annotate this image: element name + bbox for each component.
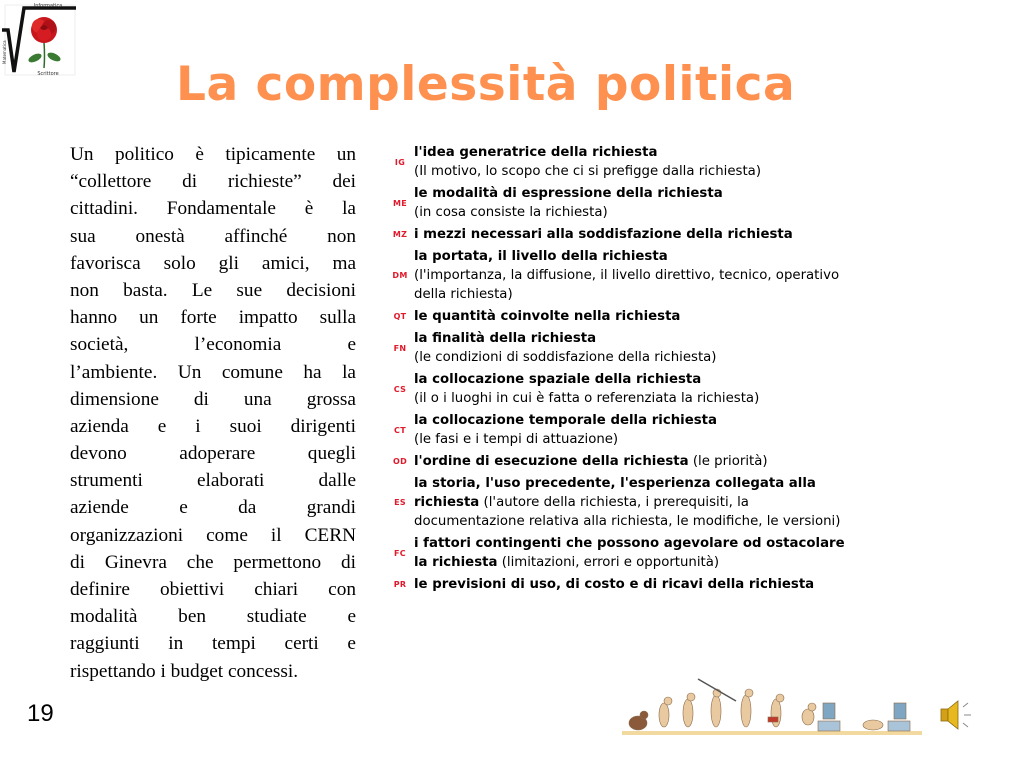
- item-title: la finalità della richiesta: [414, 331, 597, 346]
- list-item: [386, 452, 846, 471]
- item-text: [414, 225, 846, 244]
- list-item: [386, 143, 846, 181]
- item-description: (le condizioni di soddisfazione della richiesta): [414, 350, 717, 365]
- item-title: le previsioni di uso, di costo e di ricavi della richiesta: [414, 577, 815, 592]
- paragraph-line: devono adoperare quegli: [70, 443, 356, 465]
- left-paragraph: [70, 141, 356, 685]
- item-title: le modalità di espressione della richiesta: [414, 186, 723, 201]
- paragraph-line: modalità ben studiate e: [70, 606, 356, 628]
- paragraph-line: “collettore di richieste” dei: [70, 171, 356, 193]
- item-description: (limitazioni, errori e opportunità): [501, 555, 720, 570]
- item-title: la collocazione spaziale della richiesta: [414, 372, 702, 387]
- item-code: ES: [394, 498, 406, 507]
- item-text: [414, 143, 846, 181]
- item-title: i fattori contingenti che possono agevolare od ostacolare la richiesta: [414, 536, 845, 570]
- item-code: DM: [392, 271, 408, 280]
- paragraph-line: favorisca solo gli amici, ma: [70, 252, 356, 274]
- list-item: [386, 534, 846, 572]
- list-item: [386, 307, 846, 326]
- list-item: [386, 225, 846, 244]
- item-title: la portata, il livello della richiesta: [414, 249, 668, 264]
- item-text: [414, 184, 846, 222]
- paragraph-line: cittadini. Fondamentale è la: [70, 198, 356, 220]
- paragraph-line: Un politico è tipicamente un: [70, 144, 356, 165]
- paragraph-line: definire obiettivi chiari con: [70, 579, 356, 600]
- paragraph-line: rispettando i budget concessi.: [70, 660, 299, 682]
- paragraph-line: non basta. Le sue decisioni: [70, 279, 356, 301]
- item-description: (in cosa consiste la richiesta): [414, 205, 608, 220]
- item-description: (Il motivo, lo scopo che ci si prefigge dalla richiesta): [414, 164, 762, 179]
- paragraph-line: dimensione di una grossa: [70, 388, 356, 410]
- paragraph-line: hanno un forte impatto sulla: [70, 307, 356, 329]
- paragraph-line: l’ambiente. Un comune ha la: [70, 361, 356, 383]
- list-item: [386, 329, 846, 367]
- item-text: [414, 307, 846, 326]
- item-description: (le fasi e i tempi di attuazione): [414, 432, 619, 447]
- item-code: MZ: [392, 230, 408, 239]
- item-title: le quantità coinvolte nella richiesta: [414, 309, 681, 324]
- item-text: [414, 452, 846, 471]
- paragraph-line: strumenti elaborati dalle: [70, 470, 356, 492]
- item-code: FC: [394, 548, 406, 558]
- page-number: 19: [27, 700, 54, 727]
- item-text: [414, 329, 846, 367]
- paragraph-line: organizzazioni come il CERN: [70, 524, 356, 546]
- item-text: [414, 534, 846, 572]
- paragraph-line: di Ginevra che permettono di: [70, 551, 356, 573]
- item-code: PR: [393, 580, 407, 589]
- slide-title: La complessità politica: [176, 57, 796, 112]
- item-title: la storia, l'uso precedente, l'esperienza collegata alla richiesta: [414, 476, 816, 510]
- item-title: l'ordine di esecuzione della richiesta: [414, 454, 689, 469]
- list-item: [386, 575, 846, 594]
- item-text: [414, 370, 846, 408]
- paragraph-line: società, l’economia e: [70, 334, 356, 356]
- list-item: [386, 474, 846, 531]
- list-item: [386, 411, 846, 449]
- evolution-illustration: [618, 673, 928, 741]
- item-code: OD: [392, 457, 408, 466]
- item-text: [414, 474, 846, 531]
- item-text: [414, 247, 846, 304]
- logo-rose-image: [0, 2, 78, 78]
- item-code: CS: [393, 384, 407, 394]
- list-item: [386, 247, 846, 304]
- item-text: [414, 575, 846, 594]
- item-title: l'idea generatrice della richiesta: [414, 145, 658, 160]
- item-code: IG: [394, 157, 406, 167]
- list-item: [386, 370, 846, 408]
- item-description: (le priorità): [692, 454, 768, 469]
- item-title: i mezzi necessari alla soddisfazione della richiesta: [414, 227, 793, 242]
- speaker-icon[interactable]: [938, 698, 974, 732]
- paragraph-line: raggiunti in tempi certi e: [70, 633, 356, 655]
- item-text: [414, 411, 846, 449]
- logo-side-text: Matematica: [2, 40, 7, 64]
- paragraph-line: sua onestà affinché non: [70, 225, 356, 247]
- logo-bottom-text: Scrittore: [37, 71, 59, 77]
- item-description: (il o i luoghi in cui è fatta o referenziata la richiesta): [414, 391, 760, 406]
- list-item: [386, 184, 846, 222]
- item-code: CT: [394, 425, 406, 435]
- item-title: la collocazione temporale della richiesta: [414, 413, 717, 428]
- logo-top-text: Informatica: [33, 3, 63, 9]
- item-description: (l'autore della richiesta, i prerequisiti, la documentazione relativa alla richiesta, le modifiche, le versioni): [414, 495, 841, 529]
- request-attributes-list: [386, 143, 846, 597]
- item-code: QT: [393, 312, 407, 321]
- item-code: FN: [393, 343, 407, 353]
- item-description: (l'importanza, la diffusione, il livello direttivo, tecnico, operativo della richiesta): [414, 268, 840, 302]
- item-code: ME: [392, 198, 408, 208]
- paragraph-line: azienda e i suoi dirigenti: [70, 415, 356, 437]
- paragraph-line: aziende e da grandi: [70, 497, 356, 519]
